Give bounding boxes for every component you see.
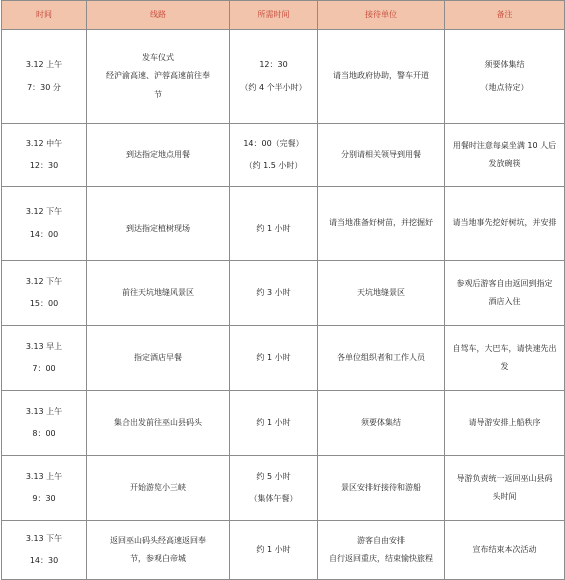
cell-note: 参观后游客自由返回到指定 酒店入住 [445, 261, 565, 326]
table-row [2, 521, 565, 580]
header-note: 备注 [445, 1, 565, 30]
cell-route: 指定酒店早餐 [87, 326, 230, 391]
header-duration: 所需时间 [230, 1, 318, 30]
header-time: 时间 [2, 1, 87, 30]
cell-route: 到达指定植树现场 [87, 187, 230, 261]
cell-duration: 约 1 小时 [230, 521, 318, 580]
cell-host: 须要体集结 [318, 391, 445, 456]
cell-time: 3.12 上午 7：30 分 [2, 30, 87, 124]
cell-duration: 12：30 （约 4 个半小时） [230, 30, 318, 124]
cell-time: 3.13 下午 14：30 [2, 521, 87, 580]
cell-duration: 约 1 小时 [230, 391, 318, 456]
cell-time: 3.13 上午 8：00 [2, 391, 87, 456]
table-row [2, 187, 565, 261]
header-route: 线路 [87, 1, 230, 30]
cell-route: 开始游览小三峡 [87, 456, 230, 521]
cell-time: 3.13 上午 9：30 [2, 456, 87, 521]
cell-host: 分别请相关领导到用餐 [318, 124, 445, 187]
cell-time: 3.12 下午 15：00 [2, 261, 87, 326]
cell-time: 3.13 早上 7：00 [2, 326, 87, 391]
header-row [2, 1, 565, 30]
cell-duration: 约 3 小时 [230, 261, 318, 326]
cell-host: 各单位组织者和工作人员 [318, 326, 445, 391]
cell-duration: 14：00（完餐） （约 1.5 小时） [230, 124, 318, 187]
cell-note: 请导游安排上船秩序 [445, 391, 565, 456]
schedule-table [1, 0, 565, 580]
cell-duration: 约 1 小时 [230, 187, 318, 261]
cell-time: 3.12 下午 14：00 [2, 187, 87, 261]
cell-note: 自驾车，大巴车，请快速先出 发 [445, 326, 565, 391]
cell-time: 3.12 中午 12：30 [2, 124, 87, 187]
cell-note: 用餐时注意每桌坐满 10 人后 发放碗筷 [445, 124, 565, 187]
table-row [2, 456, 565, 521]
cell-note: 须要体集结 （地点待定） [445, 30, 565, 124]
cell-note: 导游负责统一返回巫山县码 头时间 [445, 456, 565, 521]
header-host: 接待单位 [318, 1, 445, 30]
cell-host: 请当地政府协助，警车开道 [318, 30, 445, 124]
cell-route: 到达指定地点用餐 [87, 124, 230, 187]
cell-host: 请当地准备好树苗，并挖掘好 [318, 187, 445, 261]
table-row [2, 391, 565, 456]
cell-route: 返回巫山码头经高速返回奉 节，参观白帝城 [87, 521, 230, 580]
cell-duration: 约 1 小时 [230, 326, 318, 391]
cell-host: 景区安排好接待和游船 [318, 456, 445, 521]
cell-note: 宣布结束本次活动 [445, 521, 565, 580]
cell-route: 前往天坑地缝风景区 [87, 261, 230, 326]
cell-host: 天坑地缝景区 [318, 261, 445, 326]
cell-route: 发车仪式 经沪渝高速、沪蓉高速前往奉 节 [87, 30, 230, 124]
cell-host: 游客自由安排 自行返回重庆，结束愉快旅程 [318, 521, 445, 580]
table-row [2, 261, 565, 326]
table-row [2, 30, 565, 124]
cell-duration: 约 5 小时 （集体午餐） [230, 456, 318, 521]
table-row [2, 326, 565, 391]
cell-note: 请当地事先挖好树坑，并安排 [445, 187, 565, 261]
table-row [2, 124, 565, 187]
cell-route: 集合出发前往巫山县码头 [87, 391, 230, 456]
